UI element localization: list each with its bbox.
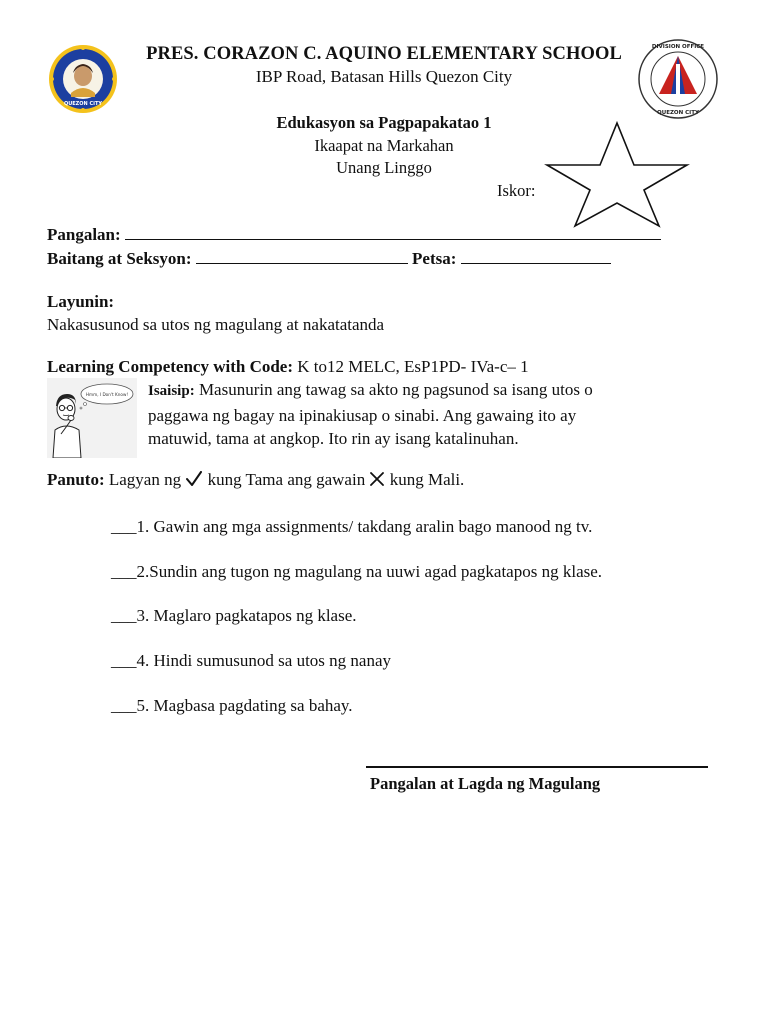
score-label: Iskor: [497,181,536,200]
cross-icon [369,471,385,492]
question-item[interactable]: ___3. Maglaro pagkatapos ng klase. [111,606,357,625]
instructions-label: Panuto: [47,470,105,489]
date-line[interactable] [461,249,611,264]
star-icon [544,120,690,228]
reflect-line-3: matuwid, tama at angkop. Ito rin ay isang katalinuhan. [148,429,519,448]
name-field[interactable] [47,225,661,245]
learning-competency [47,357,529,377]
question-item[interactable]: ___1. Gawin ang mga assignments/ takdang aralin bago manood ng tv. [111,517,593,536]
subject-title: Edukasyon sa Pagpapakatao 1 [276,113,492,132]
thinking-boy-image [47,378,137,458]
grade-section-line[interactable] [196,249,408,264]
grade-section-field[interactable] [47,249,611,269]
svg-text:DIVISION OFFICE: DIVISION OFFICE [651,44,705,50]
reflect-label: Isaisip: [148,383,195,399]
svg-text:QUEZON CITY: QUEZON CITY [657,110,699,116]
name-label: Pangalan: [47,225,121,244]
school-address: IBP Road, Batasan Hills Quezon City [255,67,513,86]
competency-label: Learning Competency with Code: [47,357,294,376]
objective-label: Layunin: [47,292,115,311]
instructions [47,470,464,492]
svg-text:Hmm, I Don't Know!: Hmm, I Don't Know! [85,392,129,397]
reflect-line-1: Masunurin ang tawag sa akto ng pagsunod sa isang utos o [198,380,593,399]
instructions-part-2: kung Tama ang gawain [207,470,366,489]
week-label: Unang Linggo [336,158,432,177]
question-item[interactable]: ___5. Magbasa pagdating sa bahay. [111,696,353,715]
date-label: Petsa: [412,249,457,268]
competency-code: K to12 MELC, EsP1PD- IVa-c– 1 [297,357,529,376]
school-name: PRES. CORAZON C. AQUINO ELEMENTARY SCHOOL [146,44,622,64]
reflect-paragraph [148,378,708,451]
instructions-part-1: Lagyan ng [108,470,182,489]
question-item[interactable]: ___4. Hindi sumusunod sa utos ng nanay [111,651,392,670]
svg-text:QUEZON CITY: QUEZON CITY [63,101,103,107]
signature-label: Pangalan at Lagda ng Magulang [370,774,601,793]
instructions-part-3: kung Mali. [389,470,465,489]
objective-text: Nakasusunod sa utos ng magulang at nakatatanda [47,315,385,334]
question-item[interactable]: ___2.Sundin ang tugon ng magulang na uuwi agad pagkatapos ng klase. [111,562,603,581]
name-line[interactable] [125,225,661,240]
reflect-line-2: paggawa ng bagay na ipinakiusap o sinabi. Ang gawaing ito ay [148,405,577,425]
signature-line[interactable] [366,766,708,768]
check-icon [185,471,203,492]
grade-section-label: Baitang at Seksyon: [47,249,192,268]
quarter-label: Ikaapat na Markahan [314,136,454,155]
